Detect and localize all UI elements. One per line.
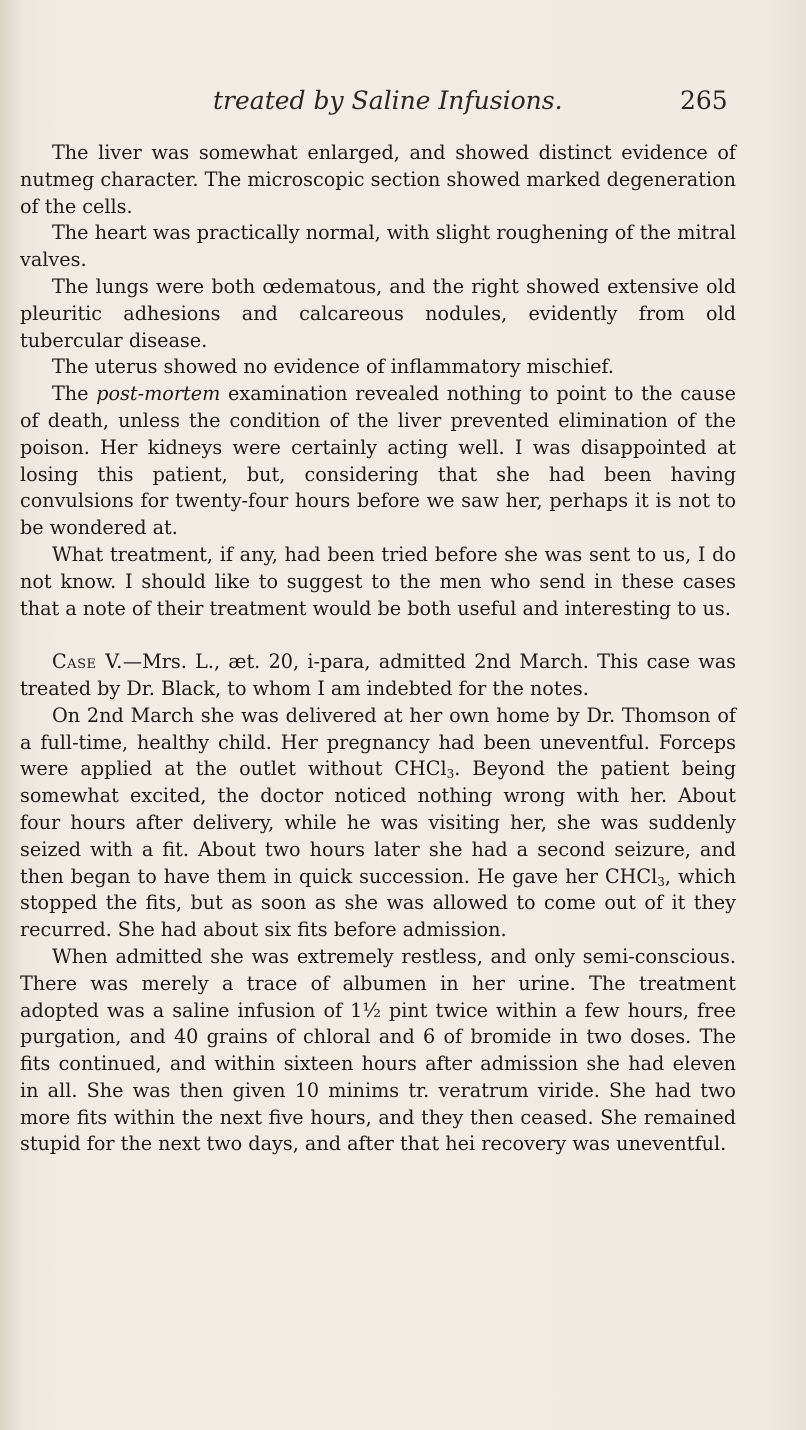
chcl-subscript-2: 3 — [657, 874, 665, 889]
paragraph-treatment: What treatment, if any, had been tried before she was sent to us, I do not know. I should like to suggest to the men who send in these cases that a note of their treatment would be both useful and interesting to us. — [20, 542, 736, 620]
paragraph-liver: The liver was somewhat enlarged, and showed distinct evidence of nutmeg character. The microscopic section showed marked degeneration of the cells. — [20, 141, 736, 218]
delivery-a: On 2nd March she was delivered at her own home by Dr. Thomson of a full-time, healthy child. Her pregnancy had been uneventful. Forceps were applied at the outlet without CHCl — [20, 703, 736, 781]
body-text — [20, 140, 736, 1158]
paragraph-heart: The heart was practically normal, with slight roughening of the mitral valves. — [20, 221, 736, 272]
paragraph-admission: When admitted she was extremely restless, and only semi-conscious. There was merely a trace of albumen in her urine. The treatment adopted was a saline infusion of 1½ pint twice within a few hours, free purgation, and 40 grains of chloral and 6 of bromide in two doses. The fits continued, and within sixteen hours after admission she had eleven in all. She was then given 10 minims tr. veratrum viride. She had two more fits within the next five hours, and they then ceased. She remained stupid for the next two days, and after that hei recovery was uneventful. — [20, 944, 736, 1156]
page-number: 265 — [680, 86, 728, 115]
paragraph-lungs: The lungs were both œdematous, and the right showed extensive old pleuritic adhesions and calcareous nodules, evidently from old tubercular disease. — [20, 274, 736, 352]
case-label: Case V. — [52, 650, 123, 674]
pm-prefix: The — [52, 382, 97, 406]
paragraph-delivery — [20, 703, 736, 944]
delivery-b: . Beyond the patient being somewhat excited, the doctor noticed nothing wrong with her. About four hours after delivery, while he was visiting her, she was suddenly seized with a fit. About two hours later she had a second seizure, and then began to have them in quick succession. He gave her CHCl — [20, 757, 736, 888]
pm-rest: examination revealed nothing to point to the cause of death, unless the condition of the liver prevented elimination of the poison. Her kidneys were certainly acting well. I was disappointed at losing this patient, but, considering that she had been having convulsions for twenty-four hours before we saw her, perhaps it is not to be wondered at. — [20, 382, 736, 540]
paragraph-uterus: The uterus showed no evidence of inflammatory mischief. — [52, 355, 614, 379]
chcl-subscript-1: 3 — [446, 767, 455, 782]
running-title: treated by Saline Infusions. — [213, 86, 563, 115]
delivery-c: , which stopped the fits, but as soon as she was allowed to come out of it they recurred. She had about six fits before admission. — [20, 864, 736, 942]
paragraph-case-v — [20, 649, 736, 703]
case-intro: —Mrs. L., æt. 20, i-para, admitted 2nd March. This case was treated by Dr. Black, to whom I am indebted for the notes. — [20, 650, 737, 700]
pm-italic: post-mortem — [96, 382, 221, 406]
paragraph-post-mortem — [20, 381, 736, 542]
page-header — [0, 86, 806, 120]
